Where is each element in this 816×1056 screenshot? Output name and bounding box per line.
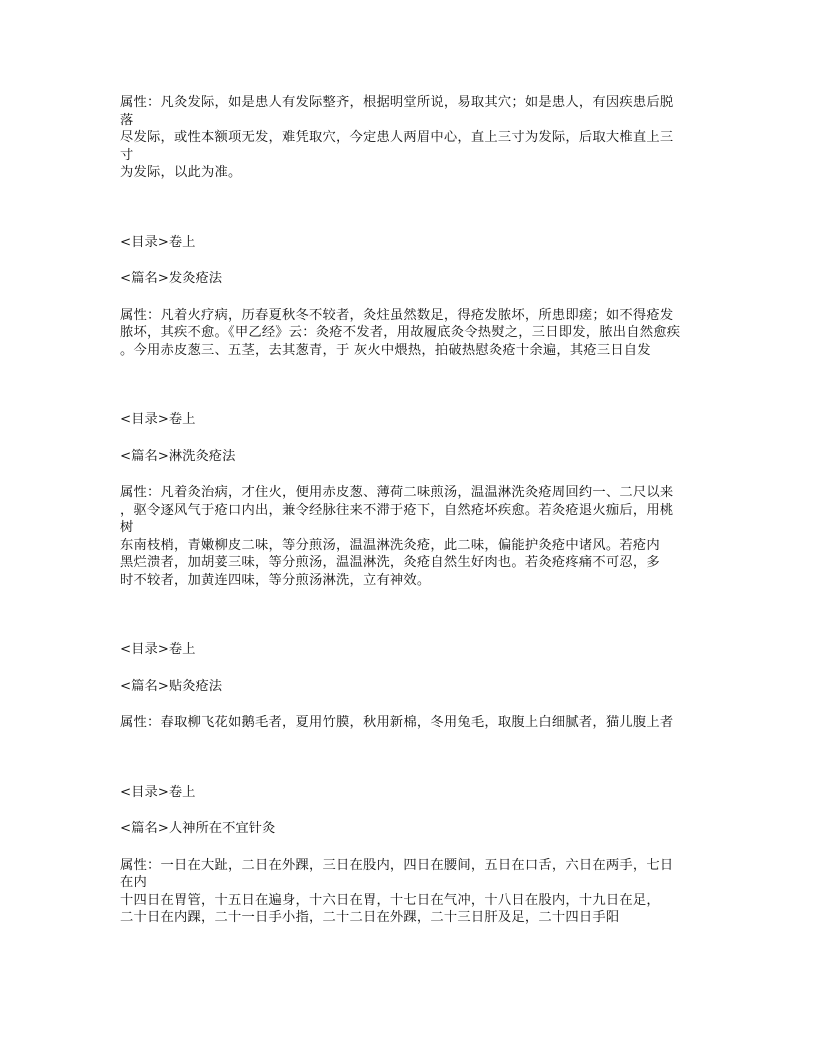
chapter-title: <篇名>发灸疮法	[120, 271, 223, 286]
section-body	[120, 307, 700, 360]
text-line: 十四日在胃管，十五日在遍身，十六日在胃，十七日在气冲，十八日在股内，十九日在足，	[120, 892, 660, 908]
text-line: 为发际，以此为准。	[120, 165, 242, 180]
section-lin-xi-jiu-chuang	[120, 411, 700, 589]
intro-paragraph	[120, 94, 700, 182]
text-line: 二十日在内踝，二十一日手小指，二十二日在外踝，二十三日肝及足，二十四日手阳	[120, 910, 620, 925]
text-line: 。今用赤皮葱三、五茎，去其葱青，于 灰火中煨热，拍破热慰灸疮十余遍，其疮三日自发	[120, 342, 651, 358]
text-line: 属性：春取柳飞花如鹅毛者，夏用竹膜，秋用新棉，冬用兔毛，取腹上白细腻者，猫儿腹上者	[120, 715, 674, 730]
text-line: 属性：凡着火疗病，历春夏秋冬不较者，灸炷虽然数足，得疮发脓坏，所患即瘥；如不得疮发	[120, 307, 674, 323]
text-line: 落	[120, 112, 134, 128]
chapter-title: <篇名>淋洗灸疮法	[120, 448, 236, 464]
text-line: 属性：凡灸发际，如是患人有发际整齐，根据明堂所说，易取其穴；如是患人，有因疾患后脱	[120, 95, 674, 110]
catalog-heading: <目录>卷上	[120, 784, 196, 800]
text-line: ，驱令逐风气于疮口内出，兼令经脉往来不滞于疮下，自然疮坏疾愈。若灸疮退火痂后，用桃	[120, 502, 674, 518]
section-ren-shen-suo-zai	[120, 784, 700, 927]
section-fa-jiu-chuang	[120, 234, 700, 360]
text-line: 属性：凡着灸治病，才住火，便用赤皮葱、薄荷二味煎汤，温温淋洗灸疮周回约一、二尺以来	[120, 485, 674, 500]
catalog-heading: <目录>卷上	[120, 234, 196, 250]
text-line: 树	[120, 520, 134, 535]
text-line: 在内	[120, 875, 147, 890]
text-line: 属性：一日在大趾，二日在外踝，三日在股内，四日在腰间，五日在口舌，六日在两手，七日	[120, 857, 674, 873]
section-body	[120, 857, 700, 927]
text-line: 尽发际，或性本额项无发，难凭取穴，今定患人两眉中心，直上三寸为发际，后取大椎直上三	[120, 130, 674, 145]
text-line: 脓坏，其疾不愈。《甲乙经》云：灸疮不发者，用故履底灸令热熨之，三日即发，脓出自然愈疾	[120, 325, 681, 340]
chapter-title: <篇名>人神所在不宜针灸	[120, 821, 276, 836]
catalog-heading: <目录>卷上	[120, 642, 196, 657]
text-line: 黑烂溃者，加胡荽三味，等分煎汤，温温淋洗，灸疮自然生好肉也。若灸疮疼痛不可忍，多	[120, 555, 660, 570]
text-line: 寸	[120, 147, 134, 163]
catalog-heading: <目录>卷上	[120, 412, 196, 427]
text-line: 东南枝梢，青嫩柳皮二味，等分煎汤，温温淋洗灸疮，此二味，偏能护灸疮中诸风。若疮内	[120, 537, 660, 553]
section-tie-jiu-chuang	[120, 641, 700, 732]
section-body	[120, 484, 700, 589]
section-body	[120, 714, 700, 732]
document-page	[120, 94, 700, 927]
chapter-title: <篇名>贴灸疮法	[120, 678, 223, 694]
text-line: 时不较者，加黄连四味，等分煎汤淋洗，立有神效。	[120, 572, 431, 588]
